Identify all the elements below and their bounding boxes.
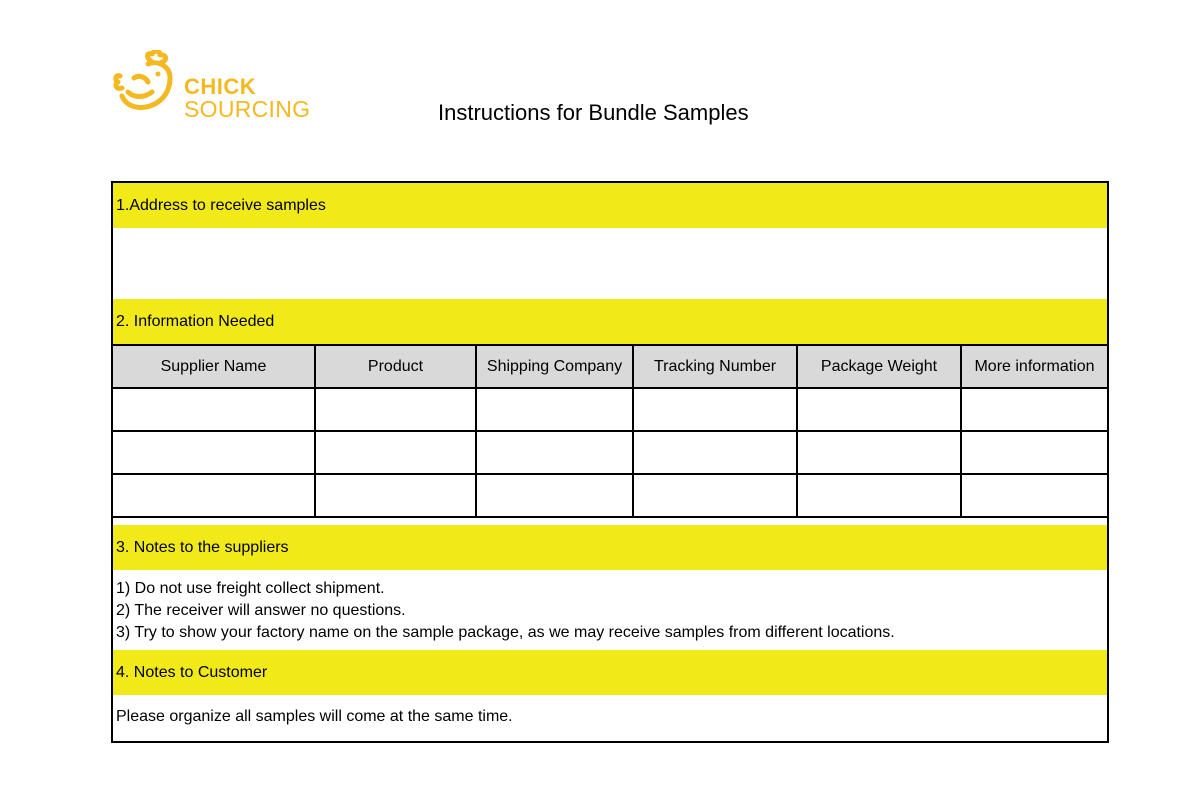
- logo-brand-line2: SOURCING: [184, 96, 311, 122]
- table-cell[interactable]: [797, 474, 961, 517]
- section-supplier-notes-label: 3. Notes to the suppliers: [116, 539, 289, 556]
- table-row: [113, 431, 1107, 474]
- table-cell[interactable]: [315, 431, 476, 474]
- section-info-heading: [113, 299, 1107, 344]
- table-cell[interactable]: [797, 388, 961, 431]
- table-cell[interactable]: [113, 431, 315, 474]
- section-customer-notes-heading: [113, 650, 1107, 695]
- information-table: [113, 344, 1107, 518]
- table-cell[interactable]: [476, 388, 633, 431]
- table-cell[interactable]: [315, 388, 476, 431]
- logo: [112, 50, 342, 130]
- table-cell[interactable]: [961, 388, 1107, 431]
- table-cell[interactable]: [476, 431, 633, 474]
- column-header: Shipping Company: [476, 345, 633, 388]
- table-cell[interactable]: [113, 474, 315, 517]
- section-info-label: 2. Information Needed: [116, 313, 275, 330]
- table-row: [113, 474, 1107, 517]
- list-item: 1) Do not use freight collect shipment.: [116, 580, 385, 597]
- chick-icon: [112, 50, 184, 120]
- column-header: Product: [315, 345, 476, 388]
- section-address-heading: [113, 183, 1107, 228]
- table-cell[interactable]: [633, 474, 797, 517]
- table-cell[interactable]: [961, 431, 1107, 474]
- logo-brand-line1: CHICK: [184, 74, 257, 99]
- section-address-label: 1.Address to receive samples: [116, 197, 326, 214]
- table-row: [113, 388, 1107, 431]
- table-cell[interactable]: [476, 474, 633, 517]
- table-header-row: [113, 345, 1107, 388]
- table-cell[interactable]: [315, 474, 476, 517]
- table-cell[interactable]: [113, 388, 315, 431]
- column-header: Supplier Name: [113, 345, 315, 388]
- list-item: 3) Try to show your factory name on the sample package, as we may receive samples from different locations.: [116, 624, 895, 641]
- column-header: More information: [961, 345, 1107, 388]
- table-cell[interactable]: [961, 474, 1107, 517]
- page-title: Instructions for Bundle Samples: [438, 100, 749, 125]
- table-cell[interactable]: [633, 388, 797, 431]
- customer-note-text: Please organize all samples will come at the same time.: [116, 708, 513, 725]
- column-header: Package Weight: [797, 345, 961, 388]
- table-cell[interactable]: [633, 431, 797, 474]
- table-cell[interactable]: [797, 431, 961, 474]
- list-item: 2) The receiver will answer no questions.: [116, 602, 406, 619]
- column-header: Tracking Number: [633, 345, 797, 388]
- supplier-notes-list: [116, 578, 895, 644]
- section-supplier-notes-heading: [113, 525, 1107, 570]
- address-input-area[interactable]: [113, 228, 1107, 299]
- sample-instructions-sheet: [111, 181, 1109, 743]
- section-customer-notes-label: 4. Notes to Customer: [116, 664, 268, 681]
